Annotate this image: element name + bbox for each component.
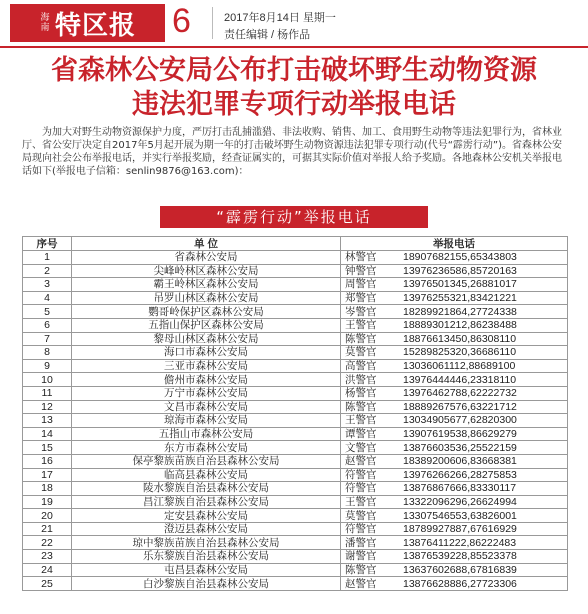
row-phone: 13976255321,83421221	[399, 291, 568, 305]
table-row	[23, 359, 568, 373]
logo-main-text: 特区报	[54, 10, 136, 41]
row-number: 4	[23, 291, 72, 305]
row-phone: 13036061112,88689100	[399, 359, 568, 373]
row-unit: 琼海市森林公安局	[72, 414, 341, 428]
row-contact: 陈警官	[341, 400, 400, 414]
newspaper-logo	[10, 4, 165, 42]
header-phone: 举报电话	[341, 237, 568, 251]
row-unit: 东方市森林公安局	[72, 441, 341, 455]
table-row	[23, 454, 568, 468]
row-number: 24	[23, 563, 72, 577]
row-contact: 岑警官	[341, 305, 400, 319]
row-number: 20	[23, 509, 72, 523]
table-row	[23, 373, 568, 387]
row-phone: 13976266266,28275853	[399, 468, 568, 482]
row-contact: 符警官	[341, 522, 400, 536]
row-phone: 13976462788,62222732	[399, 386, 568, 400]
row-unit: 屯昌县森林公安局	[72, 563, 341, 577]
row-unit: 尖峰岭林区森林公安局	[72, 264, 341, 278]
row-unit: 五指山保护区森林公安局	[72, 318, 341, 332]
row-contact: 莫警官	[341, 509, 400, 523]
row-unit: 乐东黎族自治县森林公安局	[72, 550, 341, 564]
row-phone: 18389200606,83668381	[399, 454, 568, 468]
row-unit: 海口市森林公安局	[72, 346, 341, 360]
row-phone: 13307546553,63826001	[399, 509, 568, 523]
article-headline	[0, 54, 588, 122]
table-row	[23, 251, 568, 265]
row-phone: 13976444446,23318110	[399, 373, 568, 387]
row-contact: 杨警官	[341, 386, 400, 400]
row-number: 22	[23, 536, 72, 550]
table-row	[23, 400, 568, 414]
row-unit: 临高县森林公安局	[72, 468, 341, 482]
row-number: 13	[23, 414, 72, 428]
table-row	[23, 332, 568, 346]
row-number: 12	[23, 400, 72, 414]
row-phone: 13876603536,25522159	[399, 441, 568, 455]
row-number: 23	[23, 550, 72, 564]
row-phone: 13876867666,83330117	[399, 482, 568, 496]
table-row	[23, 509, 568, 523]
row-number: 2	[23, 264, 72, 278]
row-phone: 18907682155,65343803	[399, 251, 568, 265]
row-phone: 13876628886,27723306	[399, 577, 568, 591]
headline-line-2: 违法犯罪专项行动举报电话	[132, 89, 456, 120]
headline-line-1: 省森林公安局公布打击破坏野生动物资源	[51, 55, 537, 86]
row-contact: 钟警官	[341, 264, 400, 278]
editor-credit: 责任编辑 / 杨作品	[224, 29, 311, 41]
row-unit: 万宁市森林公安局	[72, 386, 341, 400]
table-row	[23, 495, 568, 509]
row-phone: 13976236586,85720163	[399, 264, 568, 278]
row-contact: 符警官	[341, 482, 400, 496]
issue-date: 2017年8月14日 星期一	[224, 12, 336, 24]
row-contact: 陈警官	[341, 563, 400, 577]
row-number: 25	[23, 577, 72, 591]
row-contact: 郑警官	[341, 291, 400, 305]
row-phone: 13637602688,67816839	[399, 563, 568, 577]
table-row	[23, 264, 568, 278]
hotline-subhead: “霹雳行动”举报电话	[160, 206, 428, 228]
row-phone: 13876539228,85523378	[399, 550, 568, 564]
row-contact: 陈警官	[341, 332, 400, 346]
table-row	[23, 441, 568, 455]
row-unit: 陵水黎族自治县森林公安局	[72, 482, 341, 496]
masthead-divider	[212, 7, 213, 39]
table-row	[23, 522, 568, 536]
row-contact: 文警官	[341, 441, 400, 455]
row-unit: 省森林公安局	[72, 251, 341, 265]
row-unit: 三亚市森林公安局	[72, 359, 341, 373]
table-row	[23, 305, 568, 319]
page-number: 6	[172, 2, 191, 40]
logo-small-text: 海南	[40, 13, 50, 33]
row-phone: 18789927887,67616929	[399, 522, 568, 536]
header-no: 序号	[23, 237, 72, 251]
row-number: 3	[23, 278, 72, 292]
row-number: 8	[23, 346, 72, 360]
row-unit: 儋州市森林公安局	[72, 373, 341, 387]
row-unit: 保亭黎族苗族自治县森林公安局	[72, 454, 341, 468]
row-number: 15	[23, 441, 72, 455]
table-header-row	[23, 237, 568, 251]
row-phone: 13976501345,26881017	[399, 278, 568, 292]
row-phone: 13322096296,26624994	[399, 495, 568, 509]
table-row	[23, 468, 568, 482]
row-contact: 周警官	[341, 278, 400, 292]
row-contact: 赵警官	[341, 577, 400, 591]
newspaper-masthead	[0, 0, 588, 48]
row-contact: 洪警官	[341, 373, 400, 387]
row-number: 17	[23, 468, 72, 482]
row-contact: 潘警官	[341, 536, 400, 550]
row-number: 19	[23, 495, 72, 509]
row-contact: 符警官	[341, 468, 400, 482]
row-number: 10	[23, 373, 72, 387]
table-row	[23, 291, 568, 305]
row-contact: 高警官	[341, 359, 400, 373]
row-unit: 霸王岭林区森林公安局	[72, 278, 341, 292]
row-phone: 18289921864,27724338	[399, 305, 568, 319]
row-number: 7	[23, 332, 72, 346]
table-row	[23, 414, 568, 428]
row-phone: 13034905677,62820300	[399, 414, 568, 428]
row-number: 1	[23, 251, 72, 265]
row-unit: 琼中黎族苗族自治县森林公安局	[72, 536, 341, 550]
row-unit: 鹦哥岭保护区森林公安局	[72, 305, 341, 319]
header-unit: 单 位	[72, 237, 341, 251]
row-contact: 林警官	[341, 251, 400, 265]
row-contact: 赵警官	[341, 454, 400, 468]
table-row	[23, 550, 568, 564]
row-unit: 白沙黎族自治县森林公安局	[72, 577, 341, 591]
article-intro: 为加大对野生动物资源保护力度，严厉打击乱捕滥猎、非法收购、销售、加工、食用野生动物等违法犯罪行为，省林业厅、省公安厅决定自2017年5月起开展为期一年的打击破坏野生动物资源违法犯罪专项行动(代号“霹雳行动”)。省森林公安局现向社会公布举报电话，并实行举报奖励，经查证属实的，可据其实际价值对举报人给予奖励。各地森林公安机关举报电话如下(举报电子信箱：senlin9876@163.com)：	[22, 127, 562, 177]
row-number: 6	[23, 318, 72, 332]
row-number: 5	[23, 305, 72, 319]
row-number: 21	[23, 522, 72, 536]
table-row	[23, 563, 568, 577]
table-row	[23, 318, 568, 332]
hotline-table	[22, 236, 568, 591]
table-row	[23, 278, 568, 292]
table-row	[23, 482, 568, 496]
row-unit: 吊罗山林区森林公安局	[72, 291, 341, 305]
row-phone: 13907619538,86629279	[399, 427, 568, 441]
row-contact: 莫警官	[341, 346, 400, 360]
table-row	[23, 427, 568, 441]
row-contact: 谭警官	[341, 427, 400, 441]
row-unit: 澄迈县森林公安局	[72, 522, 341, 536]
row-number: 18	[23, 482, 72, 496]
table-row	[23, 386, 568, 400]
row-number: 14	[23, 427, 72, 441]
row-unit: 文昌市森林公安局	[72, 400, 341, 414]
row-phone: 15289825320,36686110	[399, 346, 568, 360]
row-unit: 五指山市森林公安局	[72, 427, 341, 441]
row-phone: 18889267576,63221712	[399, 400, 568, 414]
table-row	[23, 577, 568, 591]
row-number: 16	[23, 454, 72, 468]
row-unit: 定安县森林公安局	[72, 509, 341, 523]
row-contact: 谢警官	[341, 550, 400, 564]
table-row	[23, 536, 568, 550]
row-phone: 18889301212,86238488	[399, 318, 568, 332]
row-number: 9	[23, 359, 72, 373]
row-contact: 王警官	[341, 495, 400, 509]
row-contact: 王警官	[341, 414, 400, 428]
row-number: 11	[23, 386, 72, 400]
row-unit: 昌江黎族自治县森林公安局	[72, 495, 341, 509]
table-row	[23, 346, 568, 360]
row-unit: 黎母山林区森林公安局	[72, 332, 341, 346]
row-contact: 王警官	[341, 318, 400, 332]
row-phone: 18876613450,86308110	[399, 332, 568, 346]
row-phone: 13876411222,86222483	[399, 536, 568, 550]
